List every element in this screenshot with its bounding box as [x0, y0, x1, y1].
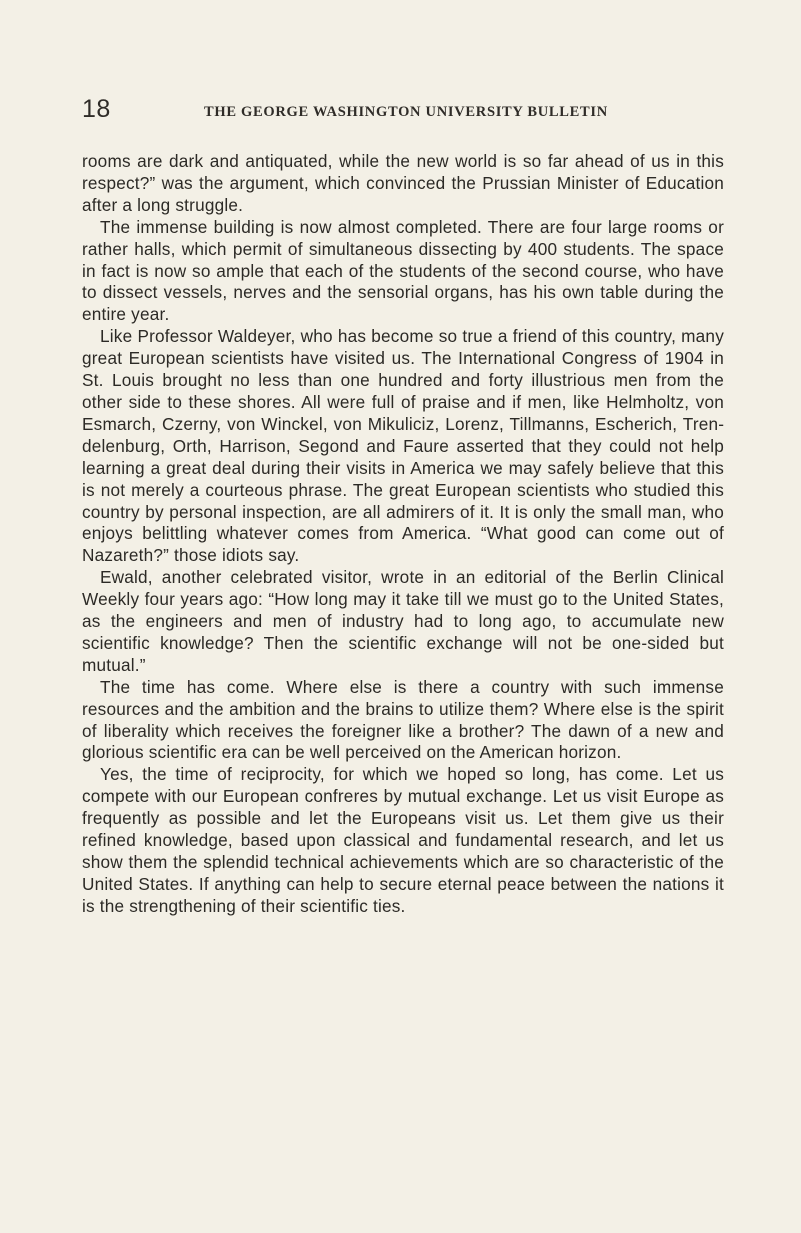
paragraph-time-has-come: The time has come. Where else is there a country with such immense resources and the ambition and the brains to utilize them? Where else is the spirit of liberality which receives the foreigner like a brother? The dawn of a new and glorious scientific era can be well perceived on the American horizon.	[82, 676, 724, 763]
paragraph-visitors: Like Professor Waldeyer, who has become so true a friend of this country, many great European scientists have visited us. The International Congress of 1904 in St. Louis brought no less than one hundred and forty illustrious men from the other side to these shores. All were full of praise and if men, like Helmholtz, von Esmarch, Czerny, von Winckel, von Mikuliciz, Lorenz, Tillmanns, Escherich, Trendelenburg, Orth, Harrison, Segond and Faure asserted that they could not help learning a great deal during their visits in America we may safely believe that this is not merely a courteous phrase. The great European scientists who studied this country by personal inspection, are all admirers of it. It is only the small man, who enjoys belittling whatever comes from America. “What good can come out of Nazareth?” those idiots say.	[82, 326, 724, 566]
body-text	[82, 151, 724, 918]
paragraph-reciprocity: Yes, the time of reciprocity, for which we hoped so long, has come. Let us compete with our European confreres by mutual exchange. Let us visit Europe as frequently as possible and let the Europeans visit us. Let them give us their refined knowledge, based upon classical and fundamental research, and let us show them the splendid technical achievements which are so characteristic of the United States. If anything can help to secure eternal peace between the nations it is the strengthening of their scientific ties.	[82, 764, 724, 916]
paragraph-ewald: Ewald, another celebrated visitor, wrote in an editorial of the Berlin Clinical Weekly four years ago: “How long may it take till we must go to the United States, as the engineers and men of industry had to long ago, to accumulate new scientific knowledge? Then the scientific exchange will not be one-sided but mutual.”	[82, 567, 724, 675]
paragraph-building: The immense building is now almost completed. There are four large rooms or rather halls, which permit of simultaneous dissecting by 400 students. The space in fact is now so ample that each of the students of the second course, who have to dissect vessels, nerves and the sensorial organs, has his own table during the entire year.	[82, 216, 724, 325]
paragraph-continuation: rooms are dark and antiquated, while the new world is so far ahead of us in this respect?” was the argument, which convinced the Prussian Minister of Education after a long struggle.	[82, 151, 724, 215]
running-head	[82, 94, 722, 134]
journal-title: THE GEORGE WASHINGTON UNIVERSITY BULLETIN	[204, 104, 608, 120]
page-number: 18	[82, 95, 111, 123]
